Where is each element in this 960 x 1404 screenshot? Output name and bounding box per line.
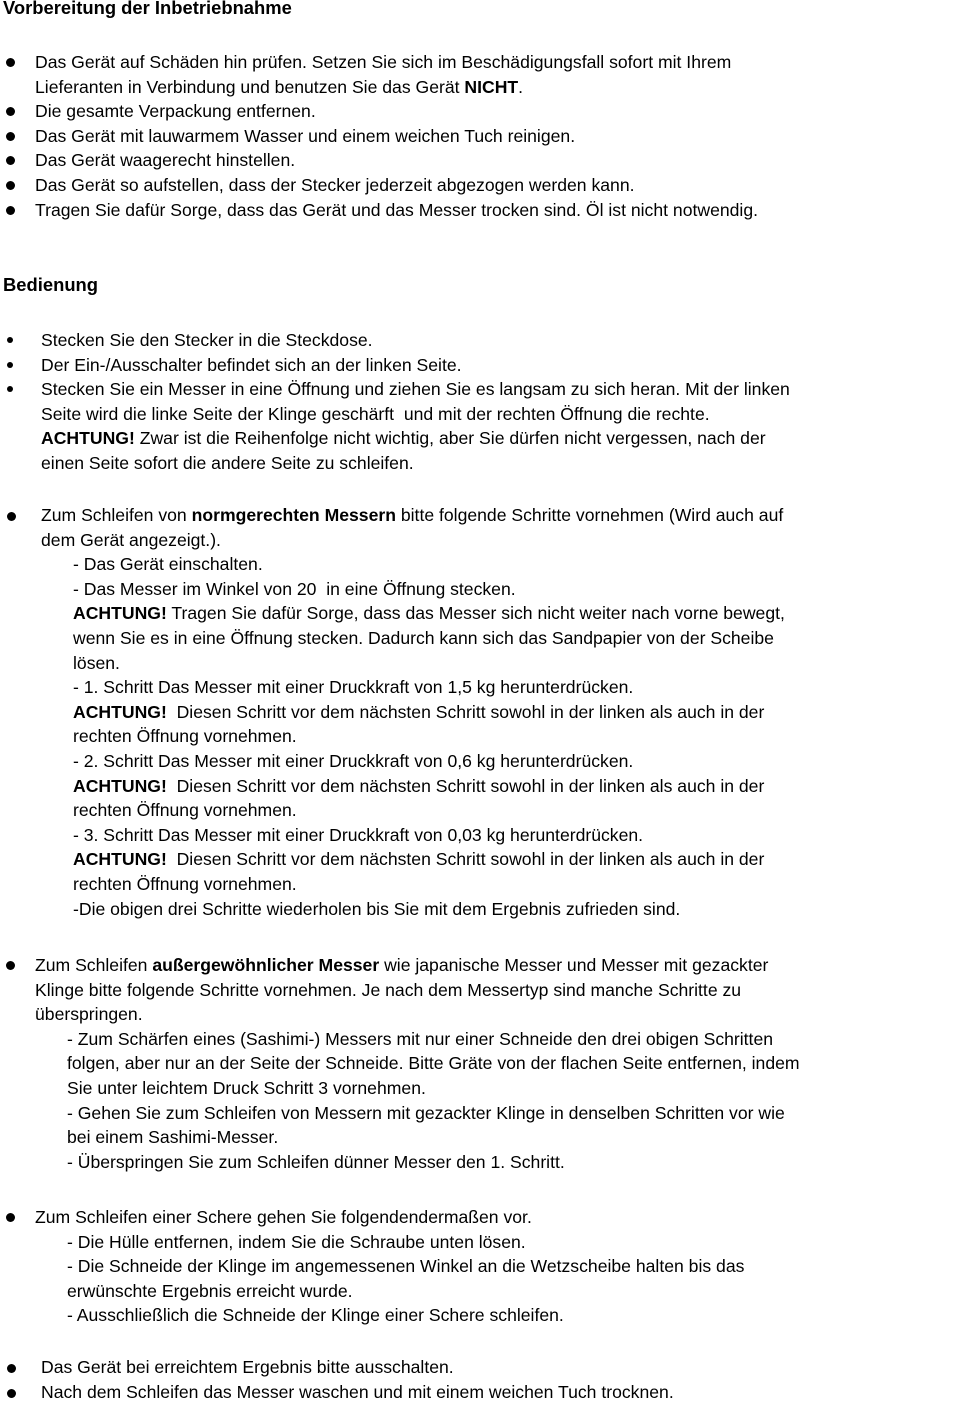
list-item [41,328,790,353]
text-line: ACHTUNG! Diesen Schritt vor dem nächsten Schritt sowohl in der linken als auch in der [73,701,765,722]
text-line: Das Gerät so aufstellen, dass der Stecker jederzeit abgezogen werden kann. [35,174,635,195]
text-line: - Ausschließlich die Schneide der Klinge einer Schere schleifen. [67,1305,564,1326]
text-line: - 3. Schritt Das Messer mit einer Druckkraft von 0,03 kg herunterdrücken. [73,824,644,845]
text-line: einen Seite sofort die andere Seite zu schleifen. [41,452,414,473]
text-line: rechten Öffnung vornehmen. [73,800,297,821]
text-line: folgen, aber nur an der Seite der Schneide. Bitte Gräte von der flachen Seite entfernen, indem [67,1053,800,1074]
text-line: Klinge bitte folgende Schritte vornehmen. Je nach dem Messertyp sind manche Schritte zu [35,979,742,1000]
operation-special-knives [35,953,800,1174]
text-line: Seite wird die linke Seite der Klinge geschärft und mit der rechten Öffnung die rechte. [41,403,710,424]
list-item [35,99,758,124]
text-line: Nach dem Schleifen das Messer waschen und mit einem weichen Tuch trocknen. [41,1381,674,1402]
text-line: ACHTUNG! Diesen Schritt vor dem nächsten Schritt sowohl in der linken als auch in der [73,849,765,870]
bullet-icon [6,132,15,141]
operation-scissors [35,1205,744,1328]
text-line: rechten Öffnung vornehmen. [73,873,297,894]
text-line: wenn Sie es in eine Öffnung stecken. Dadurch kann sich das Sandpapier von der Scheibe [73,627,774,648]
text-line: Lieferanten in Verbindung und benutzen Sie das Gerät NICHT. [35,76,524,97]
bullet-icon [6,181,15,190]
text-line: - Das Messer im Winkel von 20 in eine Öffnung stecken. [73,578,516,599]
text-line: Zum Schleifen außergewöhnlicher Messer wie japanische Messer und Messer mit gezackter [35,955,769,975]
bullet-icon [7,1389,16,1398]
preparation-list [35,50,758,222]
section-heading-preparation: Vorbereitung der Inbetriebnahme [3,0,292,18]
text-line: - 1. Schritt Das Messer mit einer Druckkraft von 1,5 kg herunterdrücken. [73,677,634,698]
bullet-icon [7,362,13,368]
list-item [35,198,758,223]
text-line: - Überspringen Sie zum Schleifen dünner Messer den 1. Schritt. [67,1151,565,1172]
emphasis: außergewöhnlicher Messer [152,955,380,975]
list-item [41,353,790,378]
bullet-icon [6,107,15,116]
bullet-icon [7,386,13,392]
list-item [35,148,758,173]
text-line: Das Gerät mit lauwarmem Wasser und einem weichen Tuch reinigen. [35,125,576,146]
text-line: - Gehen Sie zum Schleifen von Messern mit gezackter Klinge in denselben Schritten vor wie [67,1102,785,1123]
text-line: erwünschte Ergebnis erreicht wurde. [67,1280,353,1301]
list-item [35,50,758,99]
emphasis: NICHT [464,76,519,97]
list-item [35,173,758,198]
operation-list-final [41,1355,674,1404]
operation-list-basic [41,328,790,476]
text-line: - Die Hülle entfernen, indem Sie die Schraube unten lösen. [67,1231,526,1252]
bullet-icon [6,206,15,215]
emphasis: normgerechten Messern [191,505,396,525]
bullet-icon [7,512,16,521]
text-line: rechten Öffnung vornehmen. [73,726,297,747]
text-line: Tragen Sie dafür Sorge, dass das Gerät und das Messer trocken sind. Öl ist nicht notwendig. [35,199,759,220]
text-line: - Zum Schärfen eines (Sashimi-) Messers mit nur einer Schneide den drei obigen Schritten [67,1028,774,1049]
text-line: Das Gerät waagerecht hinstellen. [35,150,296,171]
text-line: Zum Schleifen von normgerechten Messern bitte folgende Schritte vornehmen (Wird auch auf [41,505,784,525]
list-item [35,124,758,149]
bullet-icon [6,58,15,67]
text-line: ACHTUNG! Zwar ist die Reihenfolge nicht wichtig, aber Sie dürfen nicht vergessen, nach der [41,428,766,449]
bullet-icon [6,1213,15,1222]
text-line: überspringen. [35,1004,143,1025]
bullet-icon [7,337,13,343]
text-line: bei einem Sashimi-Messer. [67,1127,279,1148]
text-line: ACHTUNG! Tragen Sie dafür Sorge, dass das Messer sich nicht weiter nach vorne bewegt, [73,603,785,624]
text-line: Zum Schleifen einer Schere gehen Sie folgendendermaßen vor. [35,1207,532,1227]
bullet-icon [7,1364,16,1373]
text-line: Sie unter leichtem Druck Schritt 3 vornehmen. [67,1077,426,1098]
text-line: - Die Schneide der Klinge im angemessenen Winkel an die Wetzscheibe halten bis das [67,1256,745,1277]
operation-normal-knives [41,503,785,921]
text-line: - 2. Schritt Das Messer mit einer Druckkraft von 0,6 kg herunterdrücken. [73,750,634,771]
text-line: Stecken Sie ein Messer in eine Öffnung und ziehen Sie es langsam zu sich heran. Mit der linken [41,379,790,400]
text-line: - Das Gerät einschalten. [73,554,263,575]
text-line: ACHTUNG! Diesen Schritt vor dem nächsten Schritt sowohl in der linken als auch in der [73,775,765,796]
list-item [41,1355,674,1380]
text-line: Das Gerät auf Schäden hin prüfen. Setzen Sie sich im Beschädigungsfall sofort mit Ihrem [35,52,732,72]
bullet-icon [6,961,15,970]
text-line: Das Gerät bei erreichtem Ergebnis bitte ausschalten. [41,1357,454,1377]
text-line: Die gesamte Verpackung entfernen. [35,101,316,122]
text-line: lösen. [73,652,120,673]
list-item [41,1380,674,1404]
text-line: -Die obigen drei Schritte wiederholen bis Sie mit dem Ergebnis zufrieden sind. [73,898,681,919]
text-line: dem Gerät angezeigt.). [41,529,221,550]
section-heading-operation: Bedienung [3,274,99,295]
text-line: Der Ein-/Ausschalter befindet sich an der linken Seite. [41,354,462,375]
text-line: Stecken Sie den Stecker in die Steckdose. [41,330,373,350]
list-item [41,377,790,475]
bullet-icon [6,156,15,165]
